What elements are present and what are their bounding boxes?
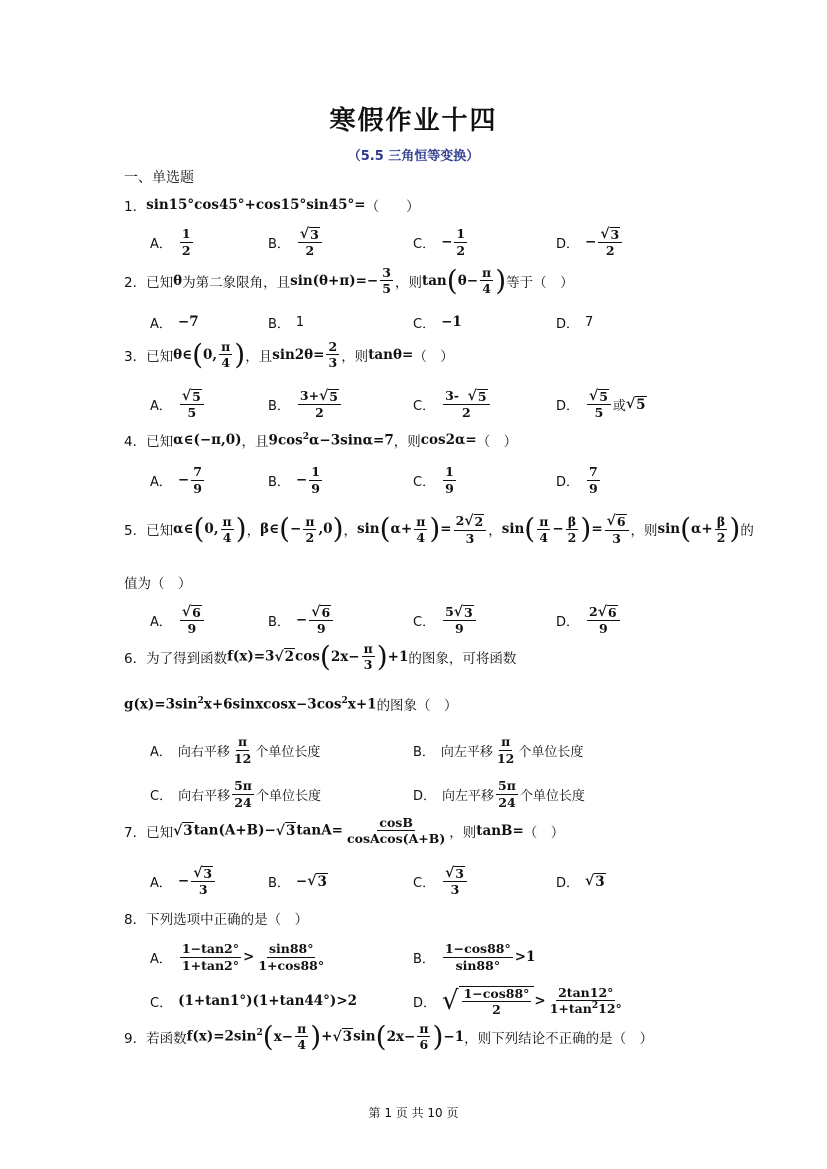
question-2-options bbox=[150, 302, 790, 342]
option-d[interactable]: D． √ $\frac{1-\cos 88^\circ}{2}$ > $\frac{2\tan 12^\circ}{1+\tan^212^\circ}$ bbox=[413, 985, 622, 1017]
page-subtitle: （5.5 三角恒等变换） bbox=[347, 149, 480, 164]
option-b[interactable]: B． − √ 6 9 bbox=[268, 600, 335, 640]
option-c[interactable]: C． 3- √ 5 2 bbox=[413, 384, 492, 424]
page-footer: 第 1 页 共 10 页 bbox=[368, 1106, 459, 1120]
question-number: 4． bbox=[124, 434, 147, 450]
question-number: 2． bbox=[124, 274, 147, 291]
question-3-options bbox=[150, 384, 790, 424]
question-number: 1． bbox=[124, 199, 147, 215]
question-8-options-row-2 bbox=[150, 981, 790, 1021]
option-b[interactable]: B． 向左平移 $\frac{\pi}{12}$ 个单位长度 bbox=[413, 734, 584, 766]
option-d[interactable]: D． $\frac{7}{9}$ bbox=[556, 464, 598, 496]
question-1 bbox=[124, 195, 420, 215]
option-c[interactable]: C． (1+tan1°)(1+tan44°)>2 bbox=[150, 993, 358, 1011]
answer-blank: （ ） bbox=[365, 199, 420, 215]
option-d[interactable]: D． 2 √ 6 9 bbox=[556, 600, 622, 640]
page-title: 寒假作业十四 bbox=[329, 106, 498, 136]
option-a[interactable]: A． 向右平移 $\frac{\pi}{12}$ 个单位长度 bbox=[150, 734, 321, 766]
option-d[interactable]: D． − √ 3 2 bbox=[556, 222, 624, 262]
option-b[interactable]: B． 1 bbox=[268, 314, 305, 332]
question-number: 9． bbox=[124, 1030, 147, 1047]
option-c[interactable]: C． 5 √ 3 9 bbox=[413, 600, 478, 640]
option-d[interactable]: D． √ 3 bbox=[556, 873, 605, 891]
question-4-options bbox=[150, 460, 790, 500]
option-c[interactable]: C． − $\frac{1}{2}$ bbox=[413, 226, 466, 258]
option-b[interactable]: B． − $\frac{1}{9}$ bbox=[268, 464, 320, 496]
option-a[interactable]: A． $\frac{1-\tan 2^\circ}{1+\tan 2^\circ}$ > $\frac{\sin 88^\circ}{1+\cos 88^\circ}$ bbox=[150, 941, 325, 973]
question-1-expression: sin15°cos45°+cos15°sin45°= bbox=[146, 197, 366, 213]
question-2: 2． 已知 θ 为第二象限角，且 sin(θ+π)=− $\frac{3}{5}$ ，则 tan ( θ− $\frac{\pi}{4}$ ) 等于（ ） bbox=[124, 263, 574, 297]
option-b[interactable]: B． $\frac{1-\cos 88^\circ}{\sin 88^\circ}$ >1 bbox=[413, 941, 536, 973]
option-a[interactable]: A． $\frac{1}{2}$ bbox=[150, 226, 191, 258]
option-a[interactable]: A． −7 bbox=[150, 314, 199, 332]
question-8-options-row-1 bbox=[150, 937, 790, 977]
option-b[interactable]: B． − √ 3 bbox=[268, 873, 327, 891]
question-6-options-row-2 bbox=[150, 774, 650, 814]
question-6-continuation: $g(x)=3\sin^2x+6sinxcosx-3\cos^2x+1$ 的图象（ ） bbox=[124, 695, 458, 714]
question-7: 7． 已知 √ 3 tan(A+B)− √ 3 tanA= $\frac{\cos B}{\text{cosAcos(A+B)}}$ ，则 tanB= （ ） bbox=[124, 815, 565, 847]
question-1-options bbox=[150, 222, 790, 262]
question-5-continuation: 值为（ ） bbox=[124, 576, 192, 592]
option-a[interactable]: A． √ 6 9 bbox=[150, 600, 206, 640]
question-3: 3． 已知 θ∈ ( 0, $\frac{\pi}{4}$ ) ，且 sin2θ= $\frac{2}{3}$ ，则 tanθ= （ ） bbox=[124, 337, 454, 371]
option-c[interactable]: C． √ 3 3 bbox=[413, 861, 469, 901]
option-c[interactable]: C． 向右平移 $\frac{5\pi}{24}$ 个单位长度 bbox=[150, 778, 321, 810]
option-d[interactable]: D． 7 bbox=[556, 314, 594, 332]
question-number: 7． bbox=[124, 824, 147, 841]
question-5: 5． 已知 α∈ ( 0, $\frac{\pi}{4}$ ) ， β∈ ( − $\frac{\pi}{2}$ ,0 ) ， sin ( α+ $\frac{\pi}{4}$ ) = 2 √ 2 3 ， sin ( $\frac{\pi}{4}$ − $\frac{\beta}{2}$ ) = √ 6 3 ，则 sin ( α+ $\frac{\beta}{2}$ ) 的 bbox=[124, 512, 754, 546]
question-4: 4． 已知 α∈(−π,0) ，且 $9\cos^2\alpha-3\sin\alpha=7$ ，则 cos2α= （ ） bbox=[124, 431, 518, 450]
question-number: 8． bbox=[124, 912, 147, 928]
option-d[interactable]: D． √ 5 5 或 √ 5 bbox=[556, 387, 646, 421]
question-8: 8． 下列选项中正确的是（ ） bbox=[124, 908, 308, 928]
option-b[interactable]: B． 3+ √ 5 2 bbox=[268, 384, 343, 424]
option-a[interactable]: A． √ 5 5 bbox=[150, 384, 206, 424]
option-c[interactable]: C． $\frac{1}{9}$ bbox=[413, 464, 454, 496]
option-b[interactable]: B． √ 3 2 bbox=[268, 222, 324, 262]
question-6-options-row-1 bbox=[150, 730, 650, 770]
section-heading: 一、单选题 bbox=[124, 170, 194, 186]
question-9: 9． 若函数 $f(x)=2\sin^2$ ( x− $\frac{\pi}{4}$ ) + √ 3 sin ( 2x− $\frac{\pi}{6}$ ) −1 ，则下列结论不正确的是（ ） bbox=[124, 1019, 654, 1053]
question-number: 3． bbox=[124, 348, 147, 365]
option-d[interactable]: D． 向左平移 $\frac{5\pi}{24}$ 个单位长度 bbox=[413, 778, 585, 810]
option-a[interactable]: A． − √ 3 3 bbox=[150, 861, 217, 901]
question-number: 6． bbox=[124, 650, 147, 667]
question-5-options bbox=[150, 600, 790, 640]
option-a[interactable]: A． − $\frac{7}{9}$ bbox=[150, 464, 202, 496]
question-7-options bbox=[150, 861, 790, 901]
question-number: 5． bbox=[124, 523, 147, 540]
question-6: 6． 为了得到函数 f(x)=3 √ 2 cos ( 2x− $\frac{\pi}{3}$ ) +1 的图象，可将函数 bbox=[124, 639, 517, 673]
option-c[interactable]: C． −1 bbox=[413, 314, 462, 332]
